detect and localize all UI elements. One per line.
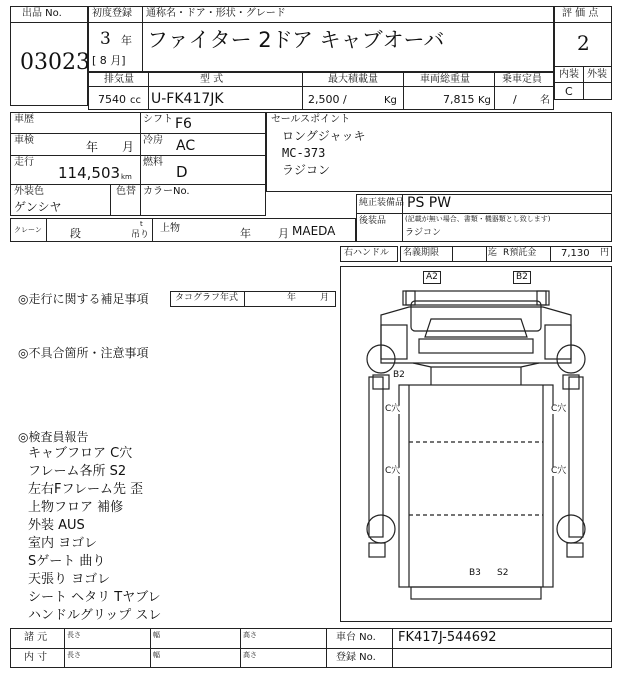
steering-value: 右ハンドル	[344, 248, 390, 258]
after-equipment-value: ラジコン	[405, 228, 442, 238]
damage-mark: B2	[393, 370, 405, 380]
sales-point-item: ロングジャッキ	[282, 129, 366, 143]
ac-value: AC	[176, 138, 196, 154]
dims-label: 諸 元	[24, 632, 48, 643]
inspection-label: 車検	[14, 135, 34, 146]
title-change-label: 名義期限	[403, 248, 440, 258]
displacement-value: 7540	[98, 93, 126, 106]
until-label: 迄	[488, 248, 498, 258]
load-unit: Kg	[384, 95, 397, 106]
inspector-item: シート ヘタリ Tヤブレ	[28, 590, 161, 605]
interior-grade: C	[565, 85, 573, 98]
reg-label: 初度登録	[92, 8, 132, 19]
crane-step: 段	[70, 227, 81, 240]
mileage-label: 走行	[14, 157, 34, 168]
damage-mark: C穴	[551, 466, 567, 476]
inspector-item: 外装 AUS	[28, 518, 85, 533]
load-label: 最大積載量	[328, 74, 378, 85]
reg-month: [ 8 月]	[92, 54, 126, 67]
defects-label: ◎不具合箇所・注意事項	[18, 346, 149, 360]
truck-diagram	[340, 266, 612, 622]
capacity-label: 乗車定員	[502, 74, 542, 85]
width-label: 幅	[153, 631, 160, 639]
length-label: 長さ	[67, 631, 81, 639]
ac-label: 冷房	[143, 135, 163, 146]
color-no-label: カラーNo.	[143, 186, 190, 197]
inspection-year: 年	[86, 140, 99, 154]
shift-label: シフト	[143, 114, 173, 125]
color-value: ゲンシヤ	[14, 200, 62, 214]
tacho-month: 月	[320, 293, 330, 303]
damage-mark: S2	[497, 568, 509, 578]
length-label: 長さ	[67, 651, 81, 659]
damage-mark: B3	[469, 568, 481, 578]
crane-ton: t	[140, 220, 143, 228]
color-label: 外装色	[14, 186, 44, 197]
driving-notes-label: ◎走行に関する補足事項	[18, 292, 149, 306]
score-value: 2	[577, 31, 590, 55]
shift-value: F6	[175, 116, 192, 132]
chassis-label: 車台 No.	[336, 632, 376, 643]
height-label: 高さ	[243, 651, 257, 659]
sales-point-item: MC-373	[282, 146, 326, 160]
inner-size-label: 内 寸	[24, 652, 48, 663]
model-name: ファイター 2ドア キャブオーバ	[147, 28, 445, 52]
crane-label: クレーン	[14, 226, 42, 234]
std-equipment-value: PS PW	[407, 195, 452, 211]
lot-label: 出品 No.	[22, 8, 62, 19]
interior-label: 内装	[559, 69, 579, 80]
reg-year-unit: 年	[121, 34, 132, 47]
tacho-label: タコグラフ年式	[175, 293, 239, 303]
inspector-item: 上物フロア 補修	[28, 500, 124, 515]
sales-points-label: セールスポイント	[271, 114, 351, 125]
inspector-report-label: ◎検査員報告	[18, 430, 89, 444]
recycle-value: 7,130	[561, 248, 590, 259]
inspector-item: 左右Fフレーム先 歪	[28, 482, 144, 497]
width-label: 幅	[153, 651, 160, 659]
displacement-unit: cc	[130, 95, 141, 106]
model-label: 通称名・ドア・形状・グレード	[146, 8, 286, 19]
std-equipment-label: 純正装備品	[359, 198, 405, 208]
reg-year: 3	[100, 29, 111, 49]
body-maker: MAEDA	[292, 224, 336, 238]
body-label: 上物	[160, 223, 180, 234]
damage-mark: A2	[423, 271, 441, 284]
tacho-year: 年	[287, 293, 297, 303]
body-month: 月	[278, 227, 289, 240]
crane-lift: 吊り	[131, 230, 150, 240]
inspector-item: Sゲート 曲り	[28, 554, 106, 569]
inspector-item: キャブフロア C穴	[28, 446, 133, 461]
capacity-unit: 名	[540, 95, 550, 106]
damage-mark: B2	[513, 271, 531, 284]
recycle-unit: 円	[600, 248, 610, 258]
type-label: 型 式	[200, 74, 224, 85]
lot-number: 03023	[20, 50, 90, 75]
body-year: 年	[240, 227, 251, 240]
displacement-label: 排気量	[104, 74, 134, 85]
mileage-value: 114,503	[58, 164, 121, 182]
damage-mark: C穴	[385, 404, 401, 414]
after-equipment-note: (記載が無い場合、書類・機器類とし致します)	[405, 215, 551, 223]
capacity-value: /	[513, 93, 517, 106]
sales-point-item: ラジコン	[282, 163, 331, 177]
history-label: 車歴	[14, 114, 34, 125]
recycle-label: R預託金	[503, 248, 537, 258]
inspection-month: 月	[122, 140, 135, 154]
inspector-item: フレーム各所 S2	[28, 464, 127, 479]
mileage-unit: km	[121, 173, 132, 181]
type-value: U-FK417JK	[151, 91, 224, 107]
score-label: 評 価 点	[562, 8, 599, 19]
gross-unit: Kg	[478, 95, 491, 106]
exterior-label: 外装	[587, 69, 607, 80]
inspector-item: 室内 ヨゴレ	[28, 536, 98, 551]
fuel-value: D	[176, 163, 188, 181]
damage-mark: C穴	[551, 404, 567, 414]
inspector-item: 天張り ヨゴレ	[28, 572, 111, 587]
load-value: 2,500 /	[308, 93, 347, 106]
reg-no-label: 登録 No.	[336, 652, 376, 663]
gross-label: 車両総重量	[420, 74, 470, 85]
gross-value: 7,815	[443, 93, 475, 106]
fuel-label: 燃料	[143, 157, 163, 168]
after-equipment-label: 後装品	[359, 216, 387, 226]
color-change-label: 色替	[116, 186, 136, 197]
inspector-item: ハンドルグリップ スレ	[28, 608, 162, 623]
chassis-value: FK417J-544692	[398, 630, 497, 645]
height-label: 高さ	[243, 631, 257, 639]
damage-mark: C穴	[385, 466, 401, 476]
